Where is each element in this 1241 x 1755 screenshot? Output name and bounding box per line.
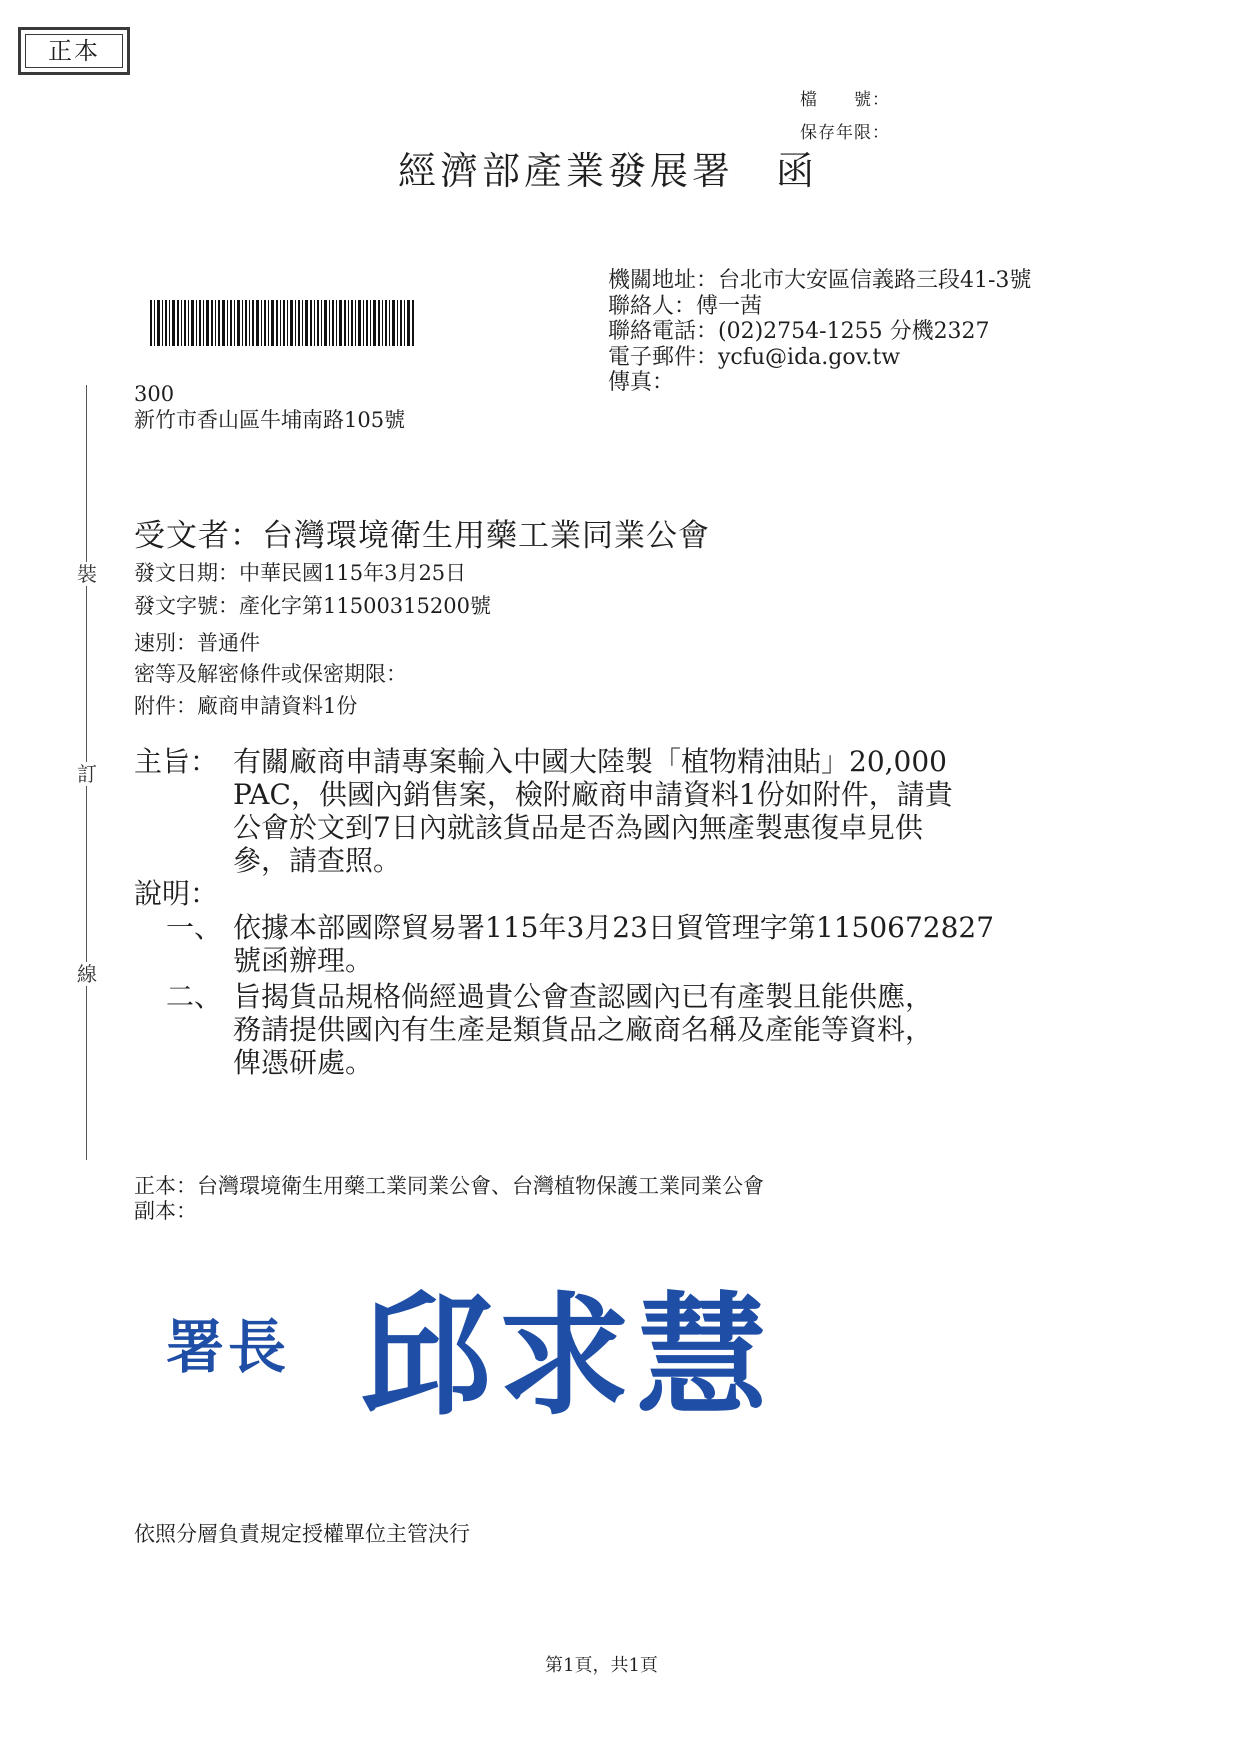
binding-char-ding: 訂 <box>77 762 97 786</box>
copy-recipients: 副本： <box>134 1199 197 1223</box>
delivery-speed: 速別：普通件 <box>134 631 260 655</box>
signature-name: 邱求慧 <box>360 1279 774 1434</box>
issue-date: 發文日期：中華民國115年3月25日 <box>134 561 467 585</box>
agency-address: 機關地址：台北市大安區信義路三段41-3號 <box>608 268 1032 293</box>
mailing-address-block <box>134 381 405 433</box>
subject-line: 有關廠商申請專案輸入中國大陸製「植物精油貼」20,000 <box>233 745 947 778</box>
attachment-info: 附件：廠商申請資料1份 <box>134 694 358 718</box>
agency-fax: 傳真： <box>608 370 675 396</box>
subject-line: 公會於文到7日內就該貨品是否為國內無產製惠復卓見供 <box>233 811 923 844</box>
subject-line: PAC，供國內銷售案，檢附廠商申請資料1份如附件，請貴 <box>233 778 953 811</box>
barcode <box>150 300 415 346</box>
explanation-label: 說明： <box>134 877 219 910</box>
explanation-item-line: 旨揭貨品規格倘經過貴公會查認國內已有產製且能供應， <box>233 980 934 1013</box>
document-title: 經濟部產業發展署 函 <box>398 149 819 193</box>
agency-phone: 聯絡電話：(02)2754-1255 分機2327 <box>608 319 990 345</box>
subject-line: 參，請查照。 <box>233 844 402 877</box>
agency-contact-block <box>608 268 1031 396</box>
explanation-item-line: 務請提供國內有生產是類貨品之廠商名稱及產能等資料， <box>233 1013 934 1046</box>
binding-char-zhuang: 裝 <box>77 562 97 586</box>
original-copy-stamp-label: 正本 <box>25 34 123 68</box>
binding-char-xian: 線 <box>77 962 97 986</box>
document-number: 發文字號：產化字第11500315200號 <box>134 594 491 618</box>
delegation-note: 依照分層負責規定授權單位主管決行 <box>134 1522 470 1546</box>
mailing-address: 新竹市香山區牛埔南路105號 <box>134 408 406 432</box>
secrecy-level: 密等及解密條件或保密期限： <box>134 662 407 686</box>
postal-code: 300 <box>134 382 175 406</box>
explanation-item-number: 二、 <box>166 980 223 1013</box>
agency-email: 電子郵件：ycfu@ida.gov.tw <box>608 344 901 370</box>
original-copy-stamp <box>18 27 130 75</box>
agency-contact-person: 聯絡人：傅一茜 <box>608 293 763 319</box>
explanation-item-line: 依據本部國際貿易署115年3月23日貿管理字第1150672827 <box>233 911 995 944</box>
subject-label: 主旨： <box>134 745 219 778</box>
recipient: 受文者：台灣環境衛生用藥工業同業公會 <box>134 518 710 554</box>
explanation-item-number: 一、 <box>166 911 223 944</box>
file-number-label: 檔 號： <box>800 90 890 110</box>
original-recipients: 正本：台灣環境衛生用藥工業同業公會、台灣植物保護工業同業公會 <box>134 1174 764 1198</box>
explanation-item-line: 俾憑研處。 <box>233 1046 374 1079</box>
signature-title: 署長 <box>166 1313 291 1381</box>
explanation-item-line: 號函辦理。 <box>233 944 374 977</box>
retention-period-label: 保存年限： <box>800 123 890 143</box>
page-number: 第1頁，共1頁 <box>545 1655 658 1676</box>
